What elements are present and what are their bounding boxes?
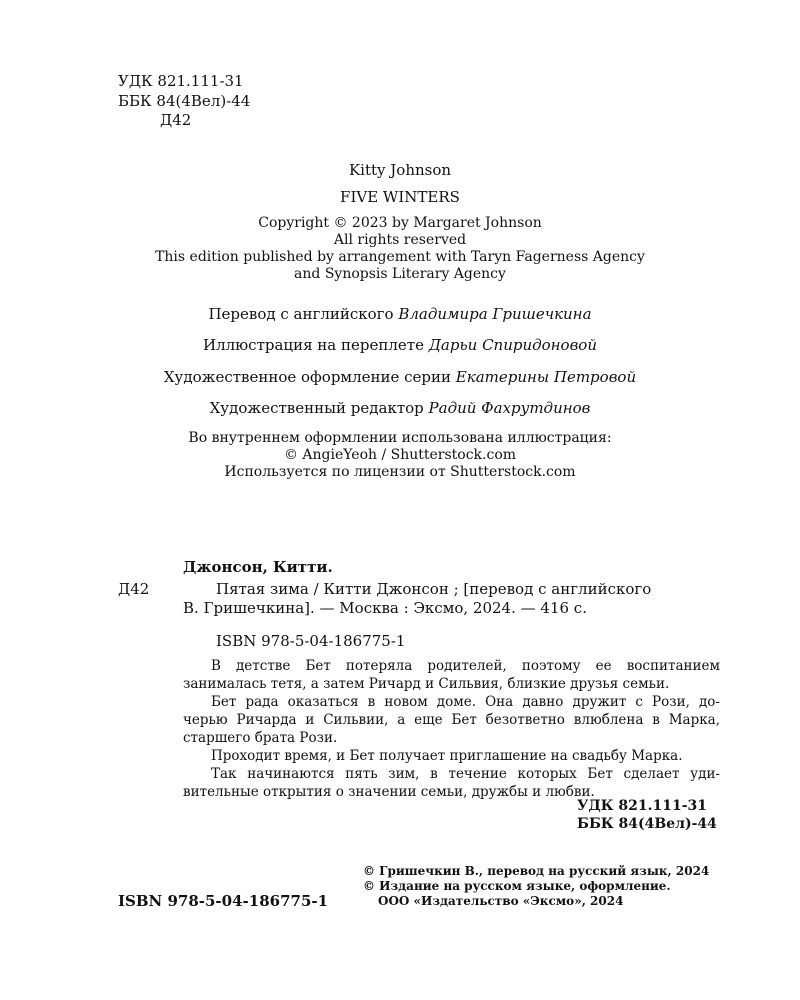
udk-code-top: УДК 821.111-31 bbox=[118, 72, 244, 90]
edition-line-2: and Synopsis Literary Agency bbox=[294, 266, 506, 282]
annotation-line: В детстве Бет потеряла родителей, поэтому ее воспитанием bbox=[211, 658, 720, 674]
author-mark-top: Д42 bbox=[160, 111, 192, 129]
copyright-line: Copyright © 2023 by Margaret Johnson bbox=[258, 215, 542, 231]
footer-copyright-2: © Издание на русском языке, оформление. bbox=[363, 879, 671, 893]
illustration-note-3: Используется по лицензии от Shutterstock.com bbox=[224, 464, 576, 480]
annotation-line: Так начинаются пять зим, в течение которых Бет сделает уди- bbox=[211, 766, 720, 782]
credit-translator bbox=[0, 305, 800, 323]
catalog-desc-line-2: В. Гришечкина]. — Москва : Эксмо, 2024. — 416 с. bbox=[183, 599, 587, 617]
annotation-line: занималась тетя, а затем Ричард и Сильвия, близкие друзья семьи. bbox=[183, 676, 670, 692]
annotation-line: старшего брата Рози. bbox=[183, 730, 338, 746]
credit-role: Художественный редактор bbox=[209, 399, 424, 417]
rights-line: All rights reserved bbox=[333, 232, 467, 248]
credit-art-editor bbox=[0, 399, 800, 417]
catalog-udk: УДК 821.111-31 bbox=[577, 798, 708, 814]
footer-isbn: ISBN 978-5-04-186775-1 bbox=[118, 892, 329, 910]
footer-copyright-1: © Гришечкин В., перевод на русский язык, 2024 bbox=[363, 864, 710, 878]
catalog-desc-line-1: Пятая зима / Китти Джонсон ; [перевод с английского bbox=[216, 580, 652, 598]
credit-role: Художественное оформление серии bbox=[163, 368, 452, 386]
credit-role: Перевод с английского bbox=[208, 305, 394, 323]
catalog-mark: Д42 bbox=[118, 580, 150, 598]
annotation bbox=[183, 657, 720, 801]
illustration-note-1: Во внутреннем оформлении использована иллюстрация: bbox=[188, 430, 612, 446]
illustration-note-2: © AngieYeoh / Shutterstock.com bbox=[283, 447, 517, 463]
annotation-line: Проходит время, и Бет получает приглашение на свадьбу Марка. bbox=[211, 748, 683, 764]
credit-cover-illustrator bbox=[0, 336, 800, 354]
annotation-line: Бет рада оказаться в новом доме. Она давно дружит с Рози, до- bbox=[211, 694, 720, 710]
bbk-code-top: ББК 84(4Вел)-44 bbox=[118, 92, 251, 110]
annotation-line: черью Ричарда и Сильвии, а еще Бет безответно влюблена в Марка, bbox=[183, 712, 720, 728]
credit-name: Дарьи Спиридоновой bbox=[428, 336, 598, 354]
credit-name: Радий Фахрутдинов bbox=[428, 399, 591, 417]
footer-copyright-3: ООО «Издательство «Эксмо», 2024 bbox=[378, 894, 624, 908]
catalog-bbk: ББК 84(4Вел)-44 bbox=[577, 816, 717, 832]
edition-line-1: This edition published by arrangement with Taryn Fagerness Agency bbox=[155, 249, 645, 265]
original-title: FIVE WINTERS bbox=[340, 188, 460, 206]
credit-role: Иллюстрация на переплете bbox=[202, 336, 424, 354]
catalog-isbn: ISBN 978-5-04-186775-1 bbox=[216, 632, 406, 650]
credit-name: Екатерины Петровой bbox=[455, 368, 637, 386]
credit-series-design bbox=[0, 368, 800, 386]
catalog-author-heading: Джонсон, Китти. bbox=[183, 558, 333, 576]
annotation-line: вительные открытия о значении семьи, дружбы и любви. bbox=[183, 784, 595, 800]
credit-name: Владимира Гришечкина bbox=[398, 305, 592, 323]
original-author: Kitty Johnson bbox=[348, 161, 452, 179]
